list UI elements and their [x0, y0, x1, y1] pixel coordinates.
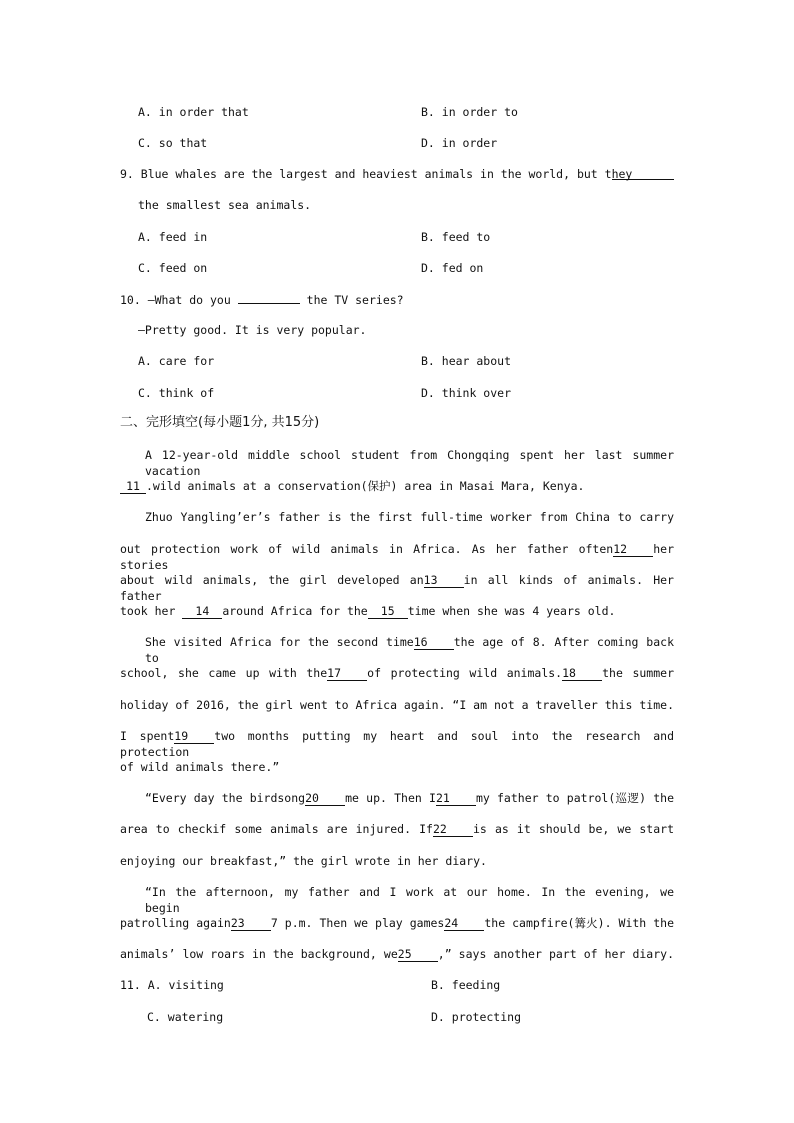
- q9-option-c: C. feed on: [138, 261, 208, 275]
- passage-line: [120, 665, 674, 681]
- passage-text: two months putting my heart and soul into the research and protection: [120, 729, 674, 759]
- q11-option-c: C. watering: [147, 1010, 224, 1024]
- passage-line: A 12-year-old middle school student from Chongqing spent her last summer vacation: [145, 448, 674, 478]
- q9-stem-text: 9. Blue whales are the largest and heaviest animals in the world, but they: [120, 167, 633, 181]
- passage-text: is as it should be, we start: [472, 822, 674, 836]
- blank-19: 19: [174, 729, 214, 744]
- q11-option-a: 11. A. visiting: [120, 978, 224, 992]
- passage-line: [120, 946, 674, 962]
- passage-text: about wild animals, the girl developed an: [120, 573, 424, 587]
- blank-22: 22: [433, 822, 473, 837]
- passage-text: in all kinds of animals. Her father: [120, 573, 674, 603]
- blank-24: 24: [444, 916, 484, 931]
- passage-text: around Africa for the: [222, 604, 368, 618]
- passage-line: [120, 478, 584, 494]
- blank-13: 13: [424, 573, 464, 588]
- passage-text: me up. Then I: [345, 791, 436, 805]
- q9-stem-line2: the smallest sea animals.: [138, 198, 312, 212]
- passage-line: [145, 790, 674, 806]
- passage-line: [120, 821, 674, 837]
- passage-text: the summer: [602, 666, 674, 680]
- passage-text: took her: [120, 604, 176, 618]
- q10-option-d: D. think over: [421, 386, 512, 400]
- passage-text: of protecting wild animals.: [367, 666, 563, 680]
- blank-12: 12: [613, 542, 653, 557]
- passage-line: “In the afternoon, my father and I work at our home. In the evening, we begin: [145, 885, 674, 915]
- passage-text: school, she came up with the: [120, 666, 328, 680]
- blank-11: 11: [120, 479, 146, 494]
- section-title: 二、完形填空(每小题1分, 共15分): [120, 415, 320, 430]
- passage-text: She visited Africa for the second time: [145, 635, 414, 649]
- q10-stem-line2: —Pretty good. It is very popular.: [138, 323, 367, 337]
- q10-option-c: C. think of: [138, 386, 215, 400]
- blank-17: 17: [327, 666, 367, 681]
- passage-text: my father to patrol(巡逻) the: [475, 791, 675, 805]
- passage-text: patrolling again: [120, 916, 231, 930]
- blank-23: 23: [231, 916, 271, 931]
- passage-line: [120, 603, 615, 619]
- q8-option-b: B. in order to: [421, 105, 518, 119]
- passage-text: 7 p.m. Then we play games: [270, 916, 445, 930]
- passage-text: .wild animals at a conservation(保护) area in Masai Mara, Kenya.: [146, 479, 585, 493]
- passage-text: “Every day the birdsong: [145, 791, 306, 805]
- q10-stem-part1: 10. —What do you: [120, 293, 231, 307]
- passage-line: [120, 728, 674, 760]
- q10-stem-part2: the TV series?: [306, 293, 404, 307]
- passage-text: out protection work of wild animals in Africa. As her father often: [120, 542, 614, 556]
- q10-answer-blank: [238, 291, 300, 304]
- q9-option-a: A. feed in: [138, 230, 208, 244]
- blank-16: 16: [414, 635, 454, 650]
- q10-option-b: B. hear about: [421, 354, 512, 368]
- q11-option-b: B. feeding: [431, 978, 501, 992]
- q11-option-d: D. protecting: [431, 1010, 522, 1024]
- passage-text: her stories: [120, 542, 674, 572]
- q9-answer-blank: [612, 167, 674, 180]
- q10-option-a: A. care for: [138, 354, 215, 368]
- passage-text: I spent: [120, 729, 175, 743]
- passage-text: the age of 8. After coming back to: [145, 635, 674, 665]
- passage-text: area to checkif some animals are injured. If: [120, 822, 433, 836]
- q9-stem-line1: [120, 166, 674, 182]
- blank-14: 14: [182, 604, 222, 619]
- passage-line: of wild animals there.”: [120, 760, 280, 774]
- q9-option-d: D. fed on: [421, 261, 484, 275]
- passage-line: [145, 634, 674, 666]
- blank-25: 25: [398, 947, 438, 962]
- blank-18: 18: [562, 666, 602, 681]
- blank-15: 15: [368, 604, 408, 619]
- passage-text: animals’ low roars in the background, we: [120, 947, 398, 961]
- blank-20: 20: [305, 791, 345, 806]
- passage-line: enjoying our breakfast,” the girl wrote in her diary.: [120, 854, 487, 868]
- q8-option-c: C. so that: [138, 136, 208, 150]
- q8-option-d: D. in order: [421, 136, 498, 150]
- blank-21: 21: [436, 791, 476, 806]
- passage-line: holiday of 2016, the girl went to Africa again. “I am not a traveller this time.: [120, 698, 674, 712]
- passage-text: ,” says another part of her diary.: [437, 947, 674, 961]
- q10-stem-line1: [120, 291, 404, 308]
- passage-text: time when she was 4 years old.: [407, 604, 616, 618]
- q8-option-a: A. in order that: [138, 105, 249, 119]
- q9-option-b: B. feed to: [421, 230, 491, 244]
- passage-line: [120, 915, 674, 931]
- passage-text: the campfire(篝火). With the: [484, 916, 675, 930]
- passage-line: Zhuo Yangling’er’s father is the first full-time worker from China to carry: [145, 510, 674, 524]
- passage-line: [120, 541, 674, 573]
- passage-line: [120, 572, 674, 604]
